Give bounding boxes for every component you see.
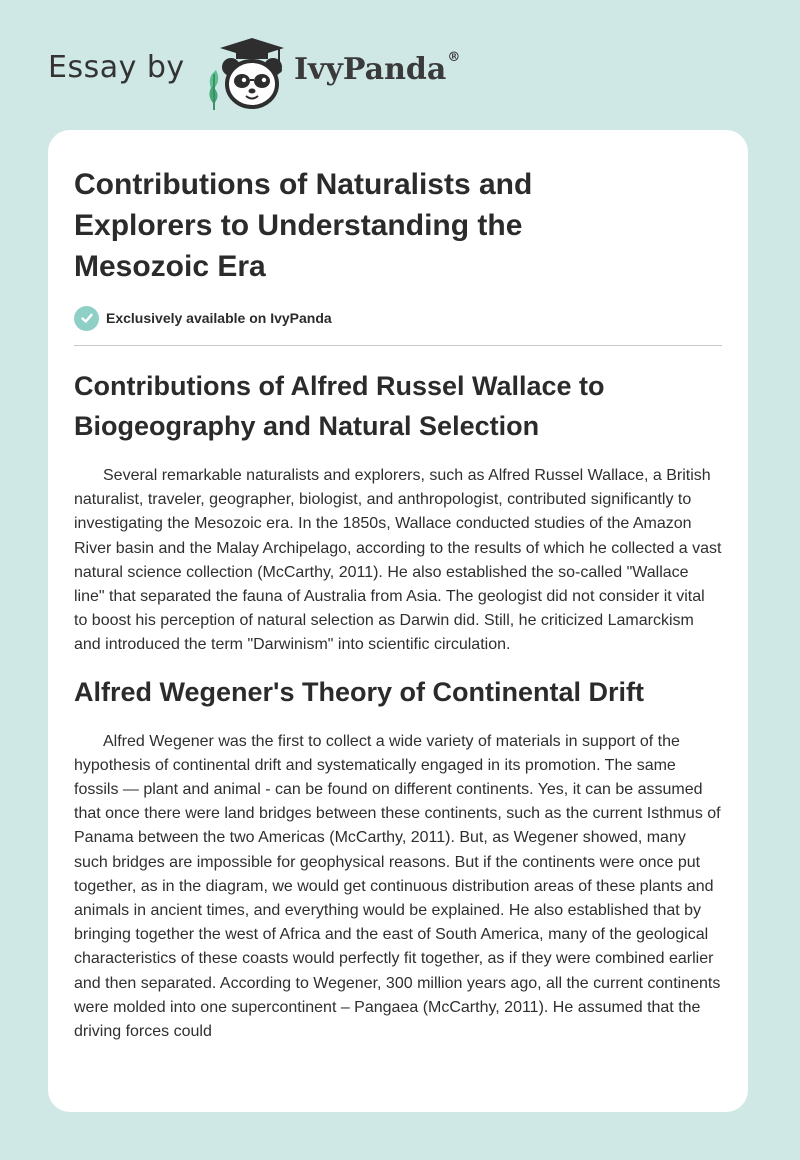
brand-name[interactable]: IvyPanda® — [294, 50, 461, 87]
panda-logo-icon[interactable] — [200, 34, 300, 114]
essay-by-label: Essay by — [48, 50, 185, 85]
essay-content — [74, 130, 722, 1044]
paragraph-wallace: Several remarkable naturalists and explorers, such as Alfred Russel Wallace, a British naturalist, traveler, geographer, biologist, and anthropologist, contributed significantly to investigating the Mesozoic era. In the 1850s, Wallace conducted studies of the Amazon River basin and the Malay Archipelago, according to the results of which he collected a vast natural science collection (McCarthy, 2011). He also established the so-called "Wallace line" that separated the fauna of Australia from Asia. The geologist did not consider it vital to boost his perception of natural selection as Darwin did. Still, he criticized Lamarckism and introduced the term "Darwinism" into scientific circulation. — [74, 467, 722, 654]
exclusive-label: Exclusively available on IvyPanda — [106, 310, 332, 326]
check-icon — [74, 306, 99, 331]
essay-card — [48, 130, 748, 1112]
title-divider — [74, 345, 722, 346]
section-heading-wallace: Contributions of Alfred Russel Wallace to Biogeography and Natural Selection — [74, 371, 605, 441]
section-heading-wegener: Alfred Wegener's Theory of Continental Drift — [74, 676, 644, 707]
page-title: Contributions of Naturalists and Explorers to Understanding the Mesozoic Era — [74, 168, 533, 283]
registered-mark: ® — [447, 50, 461, 65]
exclusive-badge — [74, 303, 722, 333]
site-header — [48, 34, 508, 114]
paragraph-wegener: Alfred Wegener was the first to collect a wide variety of materials in support of the hypothesis of continental drift and systematically engaged in its promotion. The same fossils — plant and animal - can be found on different continents. Yes, it can be assumed that once there were land bridges between these continents, such as the current Isthmus of Panama between the two Americas (McCarthy, 2011). But, as Wegener showed, many such bridges are impossible for geophysical reasons. But if the continents were once put together, as in the diagram, we would get continuous distribution areas of these plants and animals in ancient times, and everything would be explained. He also established that by bringing together the west of Africa and the east of South America, many of the geological characteristics of these coasts would perfectly fit together, as if they were combined earlier and then separated. According to Wegener, 300 million years ago, all the current continents were molded into one supercontinent – Pangaea (McCarthy, 2011). He assumed that the driving forces could — [74, 732, 721, 1041]
